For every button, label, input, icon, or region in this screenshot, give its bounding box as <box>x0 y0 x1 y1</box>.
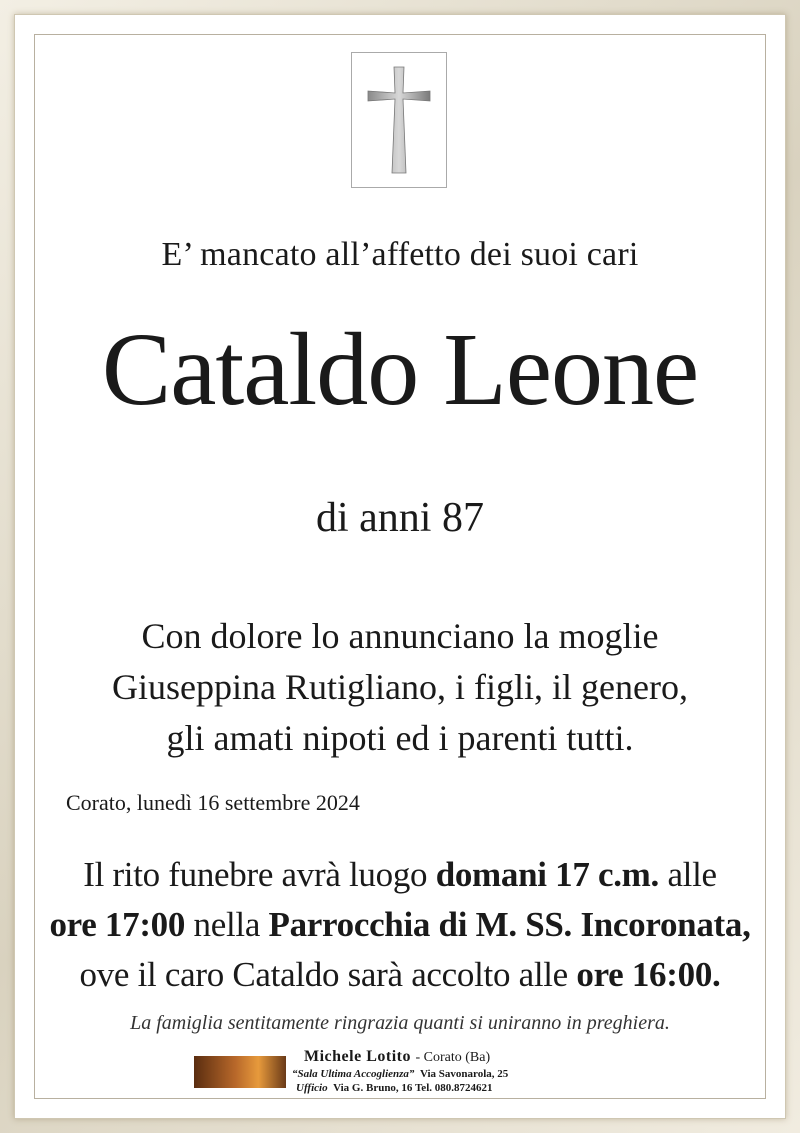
funeral-details <box>14 850 786 1000</box>
funeral-home-footer <box>194 1048 614 1098</box>
rite-text: alle <box>659 855 717 894</box>
hall-address: Via Savonarola, 25 <box>419 1068 509 1080</box>
office-label: Ufficio <box>296 1082 328 1094</box>
company-line <box>304 1048 490 1066</box>
notice-paper <box>14 14 786 1119</box>
rite-welcome-time: ore 16:00. <box>576 955 721 994</box>
company-city: - Corato (Ba) <box>415 1050 491 1065</box>
cross-box <box>351 52 447 188</box>
rite-line <box>14 850 786 900</box>
funeral-home-logo <box>194 1056 286 1088</box>
rite-date: domani 17 c.m. <box>435 855 659 894</box>
hall-line <box>292 1068 508 1080</box>
thanks-text: La famiglia sentitamente ringrazia quanti si uniranno in preghiera. <box>130 1012 670 1034</box>
cross-icon <box>352 53 446 187</box>
deceased-age: di anni 87 <box>316 495 484 541</box>
office-address: Via G. Bruno, 16 Tel. 080.8724621 <box>333 1082 493 1094</box>
rite-time: ore 17:00 <box>49 905 186 944</box>
announcement-line: Giuseppina Rutigliano, i figli, il genero, <box>112 667 688 707</box>
announcement-line: Con dolore lo annunciano la moglie <box>141 616 659 656</box>
intro-text: E’ mancato all’affetto dei suoi cari <box>161 236 639 273</box>
notice-date: Corato, lunedì 16 settembre 2024 <box>66 790 360 815</box>
announcement <box>14 611 786 764</box>
company-name: Michele Lotito <box>304 1048 411 1065</box>
office-line <box>296 1082 493 1094</box>
announcement-line: gli amati nipoti ed i parenti tutti. <box>166 718 634 758</box>
rite-line <box>14 950 786 1000</box>
hall-name: “Sala Ultima Accoglienza” <box>292 1068 415 1080</box>
deceased-name: Cataldo Leone <box>101 312 699 427</box>
rite-text: nella <box>185 905 269 944</box>
rite-text: Il rito funebre avrà luogo <box>83 855 436 894</box>
rite-church: Parrocchia di M. SS. Incoronata, <box>268 905 751 944</box>
rite-text: ove il caro Cataldo sarà accolto alle <box>79 955 577 994</box>
rite-line <box>14 900 786 950</box>
